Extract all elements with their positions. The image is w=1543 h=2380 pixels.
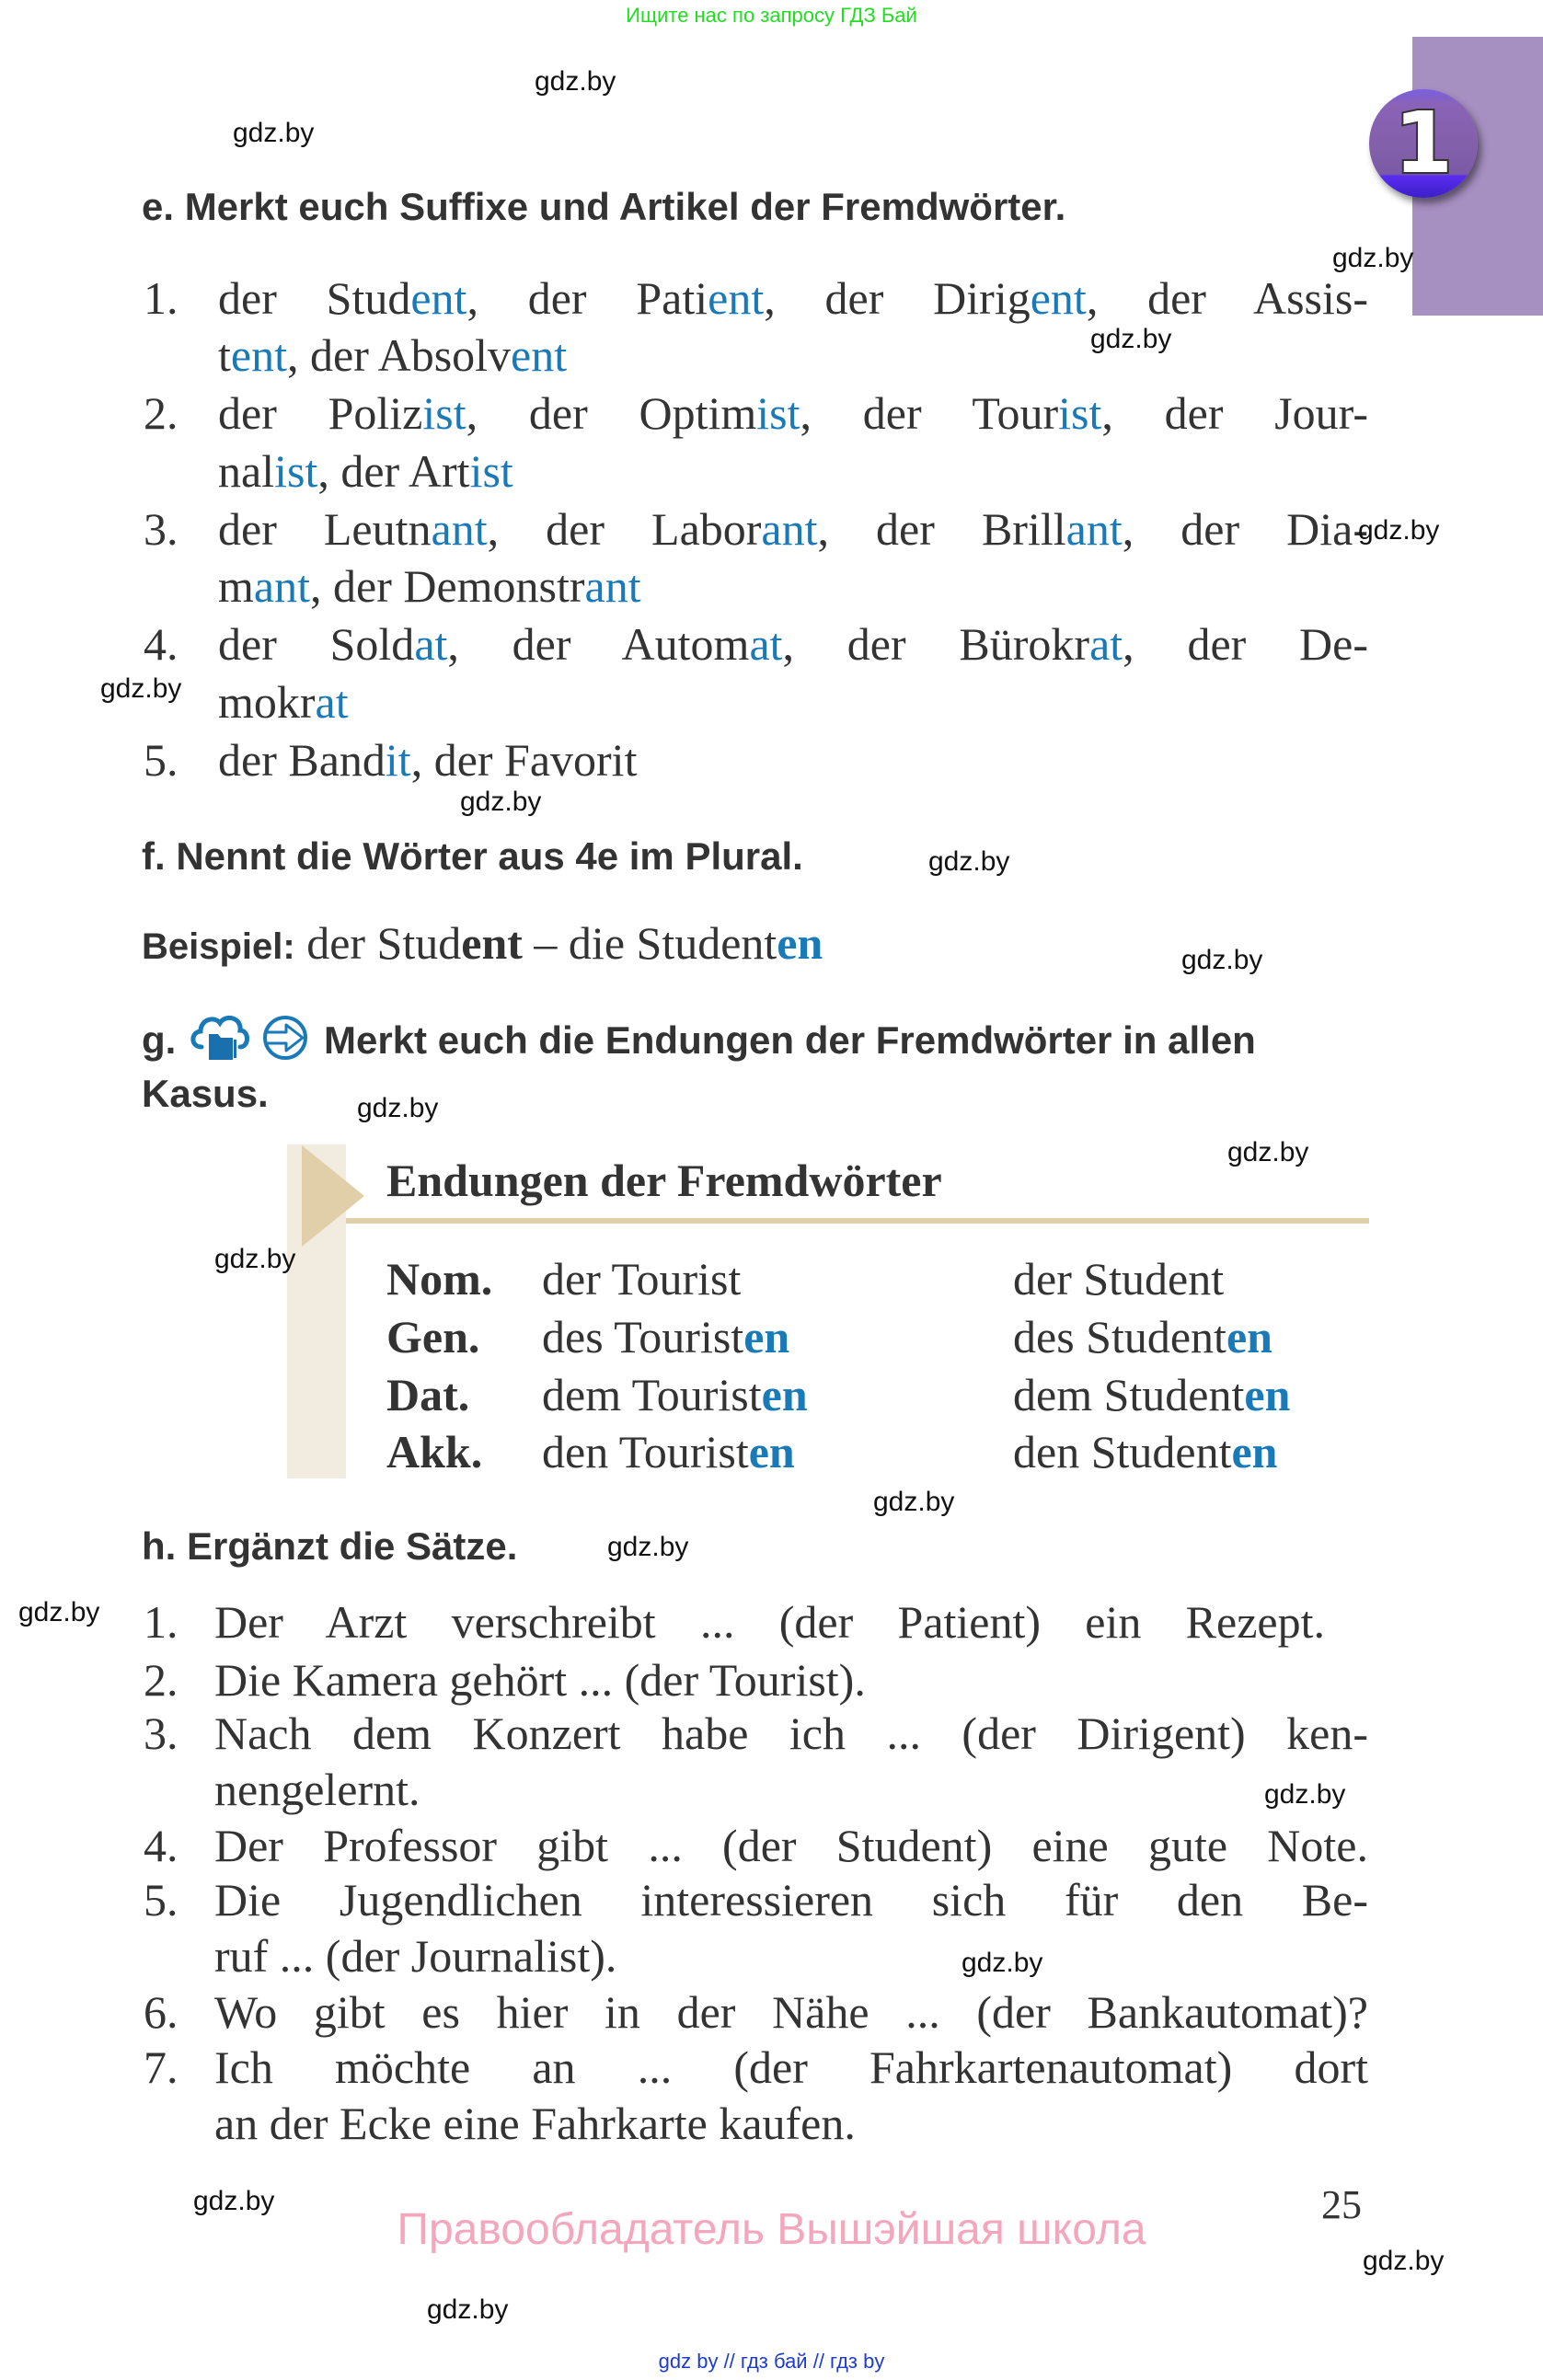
section-g-heading-continued: Kasus. xyxy=(142,1072,269,1115)
text-segment: , der Jour- xyxy=(1101,387,1368,439)
list-item-number: 4. xyxy=(144,1820,178,1871)
table-cell xyxy=(542,1366,808,1423)
highlighted-suffix: en xyxy=(1226,1311,1272,1362)
text-segment: , der Autom xyxy=(447,618,750,670)
list-item-number: 1. xyxy=(144,1596,178,1648)
example-line xyxy=(142,914,823,983)
text-segment: , der Absolv xyxy=(287,329,512,381)
watermark: gdz.by xyxy=(233,118,315,148)
watermark: gdz.by xyxy=(1264,1779,1346,1810)
highlighted-suffix: ant xyxy=(584,560,641,612)
text-segment: , der Dia- xyxy=(1122,503,1368,555)
highlighted-suffix: ant xyxy=(761,503,818,555)
list-item-line xyxy=(218,731,637,788)
text-segment: dem Student xyxy=(1013,1369,1245,1420)
list-item-line: Nach dem Konzert habe ich ... (der Dirigent) ken- xyxy=(214,1707,1368,1759)
list-item-line xyxy=(218,615,1368,673)
list-item-line: nengelernt. xyxy=(214,1764,420,1815)
list-item-number: 6. xyxy=(144,1986,178,2038)
highlighted-suffix: at xyxy=(749,618,783,670)
watermark: gdz.by xyxy=(928,846,1010,877)
text-segment: , der Assis- xyxy=(1086,272,1369,324)
list-item-line: Die Kamera gehört ... (der Tourist). xyxy=(214,1654,866,1706)
list-item-number: 7. xyxy=(144,2041,178,2093)
highlighted-suffix: ent xyxy=(511,329,568,381)
highlighted-suffix: ent xyxy=(1030,272,1087,324)
text-segment: dem Tourist xyxy=(542,1369,762,1420)
watermark: gdz.by xyxy=(961,1948,1043,1978)
list-item-line: Die Jugendlichen interessieren sich für den Be- xyxy=(214,1874,1368,1926)
highlighted-suffix: ant xyxy=(253,560,310,612)
watermark: gdz.by xyxy=(1227,1137,1309,1167)
text-segment: der Tourist xyxy=(542,1253,742,1305)
watermark: gdz.by xyxy=(100,673,182,704)
list-item-line xyxy=(218,385,1368,442)
highlighted-suffix: ent xyxy=(461,917,523,969)
chapter-number-badge xyxy=(1369,89,1478,198)
text-segment: der Band xyxy=(218,734,386,786)
table-cell xyxy=(1013,1423,1277,1480)
text-segment: der Leutn xyxy=(218,503,432,555)
highlighted-suffix: en xyxy=(761,1369,808,1420)
list-item-line xyxy=(218,327,567,384)
text-segment: , der Tour xyxy=(800,387,1059,439)
example-label: Beispiel: xyxy=(142,926,295,967)
text-segment: , der Labor xyxy=(487,503,762,555)
table-marker-triangle xyxy=(302,1145,364,1247)
case-label: Dat. xyxy=(386,1369,470,1420)
list-item-number: 4. xyxy=(144,618,178,670)
table-cell xyxy=(542,1250,741,1307)
example-text xyxy=(295,917,823,969)
watermark: gdz.by xyxy=(1332,243,1414,273)
watermark: gdz.by xyxy=(460,787,542,817)
text-segment: der Sold xyxy=(218,618,415,670)
text-segment: , der Bürokr xyxy=(782,618,1090,670)
list-item-number: 2. xyxy=(144,387,178,439)
list-item-number: 5. xyxy=(144,734,178,786)
highlighted-suffix: ent xyxy=(230,329,287,381)
table-cell xyxy=(1013,1250,1224,1307)
table-cell xyxy=(542,1423,795,1480)
highlighted-suffix: ent xyxy=(708,272,765,324)
watermark: gdz.by xyxy=(427,2294,509,2325)
watermark: gdz.by xyxy=(1358,515,1440,546)
list-item-line: Der Arzt verschreibt ... (der Patient) ein Rezept. xyxy=(214,1596,1325,1648)
section-h-heading: h. Ergänzt die Sätze. xyxy=(142,1524,518,1568)
highlighted-suffix: ist xyxy=(756,387,800,439)
case-label: Akk. xyxy=(386,1426,483,1477)
highlighted-suffix: en xyxy=(1231,1426,1278,1477)
text-segment: des Student xyxy=(1013,1311,1226,1362)
list-item-line: Der Professor gibt ... (der Student) eine gute Note. xyxy=(214,1820,1368,1871)
text-segment: des Tourist xyxy=(542,1311,744,1362)
watermark: gdz.by xyxy=(535,66,616,97)
section-f-heading: f. Nennt die Wörter aus 4e im Plural. xyxy=(142,834,803,878)
text-segment: der Stud xyxy=(294,917,462,969)
text-segment: , der Demonstr xyxy=(310,560,585,612)
watermark: gdz.by xyxy=(18,1597,100,1627)
watermark: gdz.by xyxy=(1363,2246,1445,2276)
list-item-line xyxy=(218,270,1368,327)
text-segment: nal xyxy=(218,445,275,497)
highlighted-suffix: ant xyxy=(431,503,488,555)
watermark: gdz.by xyxy=(607,1532,689,1562)
section-g-letter: g. xyxy=(142,1018,177,1062)
list-item-line xyxy=(218,558,641,615)
highlighted-suffix: at xyxy=(1089,618,1123,670)
highlighted-suffix: it xyxy=(385,734,411,786)
list-item-line xyxy=(218,673,349,730)
circle-arrow-icon xyxy=(265,1018,305,1058)
list-item-line: Wo gibt es hier in der Nähe ... (der Bankautomat)? xyxy=(214,1986,1368,2038)
table-title: Endungen der Fremdwörter xyxy=(386,1155,942,1206)
list-item-number: 3. xyxy=(144,1707,178,1759)
highlighted-suffix: at xyxy=(414,618,448,670)
text-segment: , der Optim xyxy=(466,387,757,439)
case-label: Gen. xyxy=(386,1311,480,1362)
watermark: gdz.by xyxy=(214,1244,296,1274)
list-item-line: an der Ecke eine Fahrkarte kaufen. xyxy=(214,2098,856,2149)
text-segment: , der Favorit xyxy=(410,734,638,786)
text-segment: den Tourist xyxy=(542,1426,749,1477)
list-item-line: Ich möchte an ... (der Fahrkartenautomat) dort xyxy=(214,2041,1368,2093)
text-segment: t xyxy=(218,329,231,381)
table-cell xyxy=(1013,1308,1272,1365)
chapter-number: 1 xyxy=(1393,94,1453,192)
footer-links: gdz by // гдз бай // гдз by xyxy=(658,2350,885,2373)
watermark: gdz.by xyxy=(193,2186,275,2216)
highlighted-suffix: en xyxy=(1244,1369,1291,1420)
list-item-number: 2. xyxy=(144,1654,178,1706)
text-segment: , der Dirig xyxy=(764,272,1031,324)
table-cell xyxy=(1013,1366,1290,1423)
watermark: gdz.by xyxy=(1090,324,1172,354)
watermark: gdz.by xyxy=(357,1093,439,1123)
highlighted-suffix: ant xyxy=(1065,503,1123,555)
text-segment: , der De- xyxy=(1123,618,1369,670)
highlighted-suffix: ist xyxy=(274,445,318,497)
section-g-icons xyxy=(189,1010,313,1062)
text-segment: der Stud xyxy=(218,272,411,324)
page-number: 25 xyxy=(1321,2182,1362,2227)
list-item-number: 1. xyxy=(144,272,178,324)
text-segment: , der Pati xyxy=(466,272,708,324)
section-e-heading: e. Merkt euch Suffixe und Artikel der Fremdwörter. xyxy=(142,185,1066,228)
highlighted-suffix: at xyxy=(315,676,349,728)
text-segment: der Poliz xyxy=(218,387,423,439)
list-item-line xyxy=(218,443,513,500)
highlighted-suffix: ent xyxy=(410,272,467,324)
text-segment: m xyxy=(218,560,254,612)
highlighted-suffix: en xyxy=(777,917,823,969)
text-segment: – die Student xyxy=(522,917,777,969)
watermark: gdz.by xyxy=(1181,945,1263,975)
cloud-folder-icon xyxy=(193,1018,248,1060)
highlighted-suffix: ist xyxy=(1058,387,1102,439)
search-hint-banner: Ищите нас по запросу ГДЗ Бай xyxy=(626,4,917,27)
watermark: gdz.by xyxy=(873,1487,955,1517)
highlighted-suffix: ist xyxy=(422,387,466,439)
table-title-rule xyxy=(346,1218,1369,1224)
list-item-number: 3. xyxy=(144,503,178,555)
case-label: Nom. xyxy=(386,1253,493,1305)
text-segment: mokr xyxy=(218,676,316,728)
table-cell xyxy=(542,1308,789,1365)
text-segment: den Student xyxy=(1013,1426,1232,1477)
highlighted-suffix: en xyxy=(748,1426,795,1477)
text-segment: , der Brill xyxy=(817,503,1066,555)
section-g-heading: Merkt euch die Endungen der Fremdwörter in allen xyxy=(324,1018,1256,1062)
text-segment: der Student xyxy=(1013,1253,1225,1305)
highlighted-suffix: ist xyxy=(469,445,513,497)
highlighted-suffix: en xyxy=(743,1311,790,1362)
rights-holder-notice: Правообладатель Вышэйшая школа xyxy=(397,2205,1146,2254)
list-item-line xyxy=(218,500,1368,558)
list-item-number: 5. xyxy=(144,1874,178,1926)
text-segment: , der Art xyxy=(317,445,470,497)
list-item-line: ruf ... (der Journalist). xyxy=(214,1930,617,1982)
